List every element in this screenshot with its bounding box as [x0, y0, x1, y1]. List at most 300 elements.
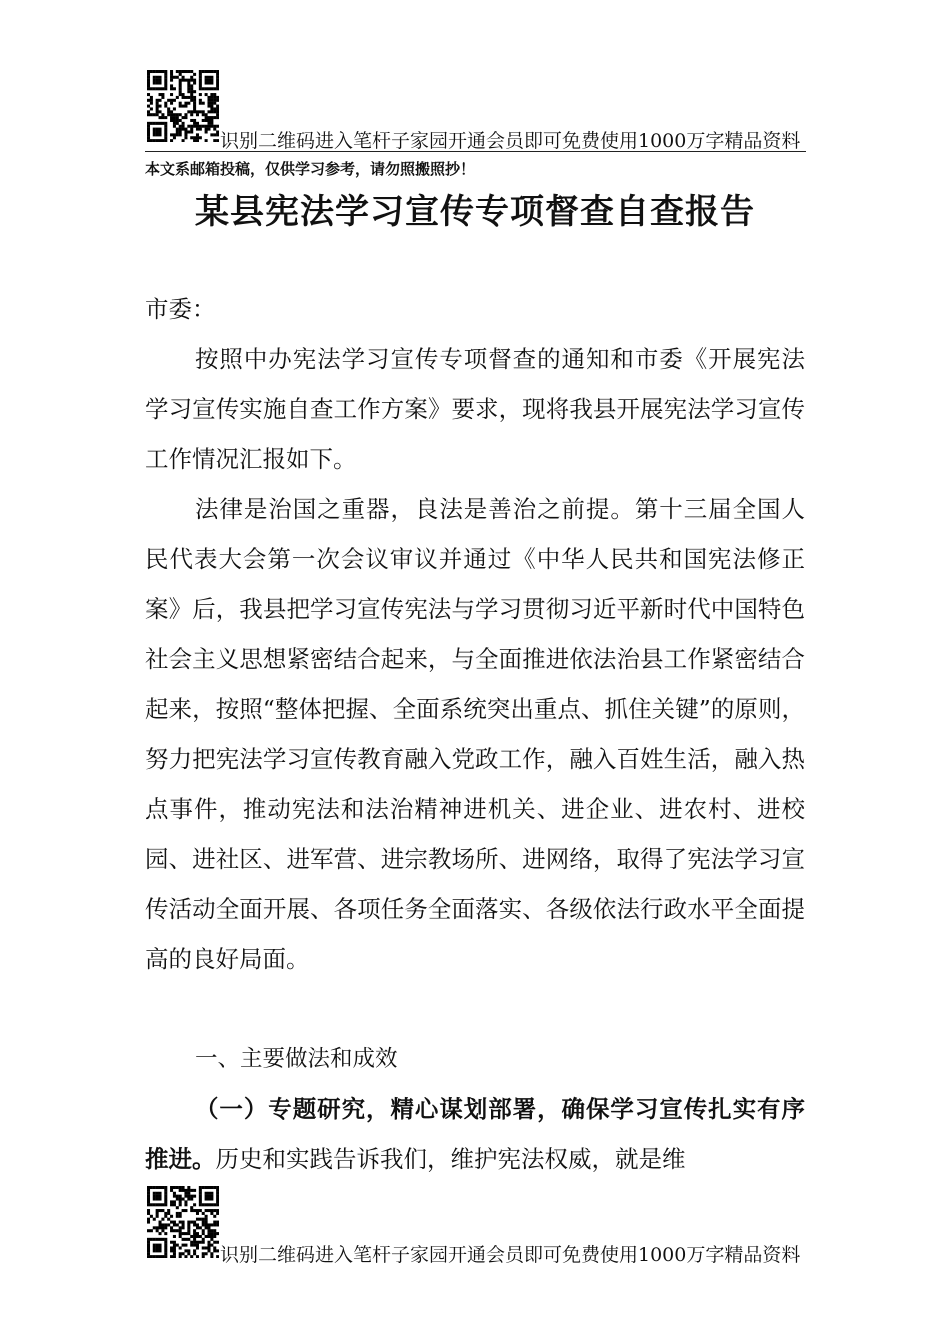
- qr-module: [164, 1186, 167, 1189]
- qr-module: [205, 1218, 208, 1221]
- qr-module: [150, 139, 153, 142]
- qr-module: [153, 128, 156, 131]
- qr-module: [164, 1198, 167, 1201]
- qr-module: [179, 1186, 182, 1189]
- qr-module: [159, 70, 162, 73]
- qr-module: [156, 1229, 159, 1232]
- qr-module: [179, 93, 182, 96]
- qr-module: [150, 70, 153, 73]
- qr-module: [182, 70, 185, 73]
- qr-module: [159, 1246, 162, 1249]
- qr-module: [207, 1198, 210, 1201]
- qr-module: [190, 119, 193, 122]
- qr-module: [184, 130, 187, 133]
- qr-module: [190, 1198, 193, 1201]
- qr-module: [164, 73, 167, 76]
- qr-module: [184, 79, 187, 82]
- qr-module: [182, 1238, 185, 1241]
- qr-module: [170, 1186, 173, 1189]
- qr-module: [190, 99, 193, 102]
- qr-module: [216, 1249, 219, 1252]
- qr-module: [159, 1223, 162, 1226]
- qr-module: [164, 116, 167, 119]
- qr-module: [190, 113, 193, 116]
- qr-module: [210, 1195, 213, 1198]
- qr-module: [187, 1249, 190, 1252]
- qr-module: [199, 84, 202, 87]
- qr-module: [216, 70, 219, 73]
- qr-module: [210, 125, 213, 128]
- qr-module: [179, 125, 182, 128]
- qr-module: [196, 1212, 199, 1215]
- qr-module: [156, 1209, 159, 1212]
- qr-module: [193, 79, 196, 82]
- qr-module: [153, 113, 156, 116]
- qr-module: [164, 1215, 167, 1218]
- qr-module: [205, 1235, 208, 1238]
- qr-module: [207, 1209, 210, 1212]
- qr-module: [184, 1209, 187, 1212]
- qr-module: [164, 1249, 167, 1252]
- qr-module: [196, 139, 199, 142]
- qr-module: [190, 90, 193, 93]
- qr-pattern: [147, 70, 219, 142]
- qr-module: [193, 1223, 196, 1226]
- qr-module: [213, 133, 216, 136]
- qr-module: [156, 76, 159, 79]
- qr-module: [147, 122, 150, 125]
- qr-module: [210, 122, 213, 125]
- qr-module: [187, 1229, 190, 1232]
- qr-module: [156, 122, 159, 125]
- qr-module: [210, 1209, 213, 1212]
- qr-module: [210, 99, 213, 102]
- qr-module: [182, 128, 185, 131]
- qr-module: [216, 1255, 219, 1258]
- qr-module: [159, 1195, 162, 1198]
- qr-module: [173, 113, 176, 116]
- qr-module: [187, 87, 190, 90]
- qr-module: [193, 99, 196, 102]
- qr-module: [150, 107, 153, 110]
- qr-module: [205, 1246, 208, 1249]
- qr-module: [153, 1186, 156, 1189]
- qr-module: [207, 1249, 210, 1252]
- qr-module: [164, 87, 167, 90]
- qr-module: [179, 79, 182, 82]
- qr-module: [159, 82, 162, 85]
- qr-module: [164, 1212, 167, 1215]
- qr-module: [199, 73, 202, 76]
- qr-module: [176, 96, 179, 99]
- qr-module: [173, 1249, 176, 1252]
- qr-module: [161, 87, 164, 90]
- qr-module: [187, 102, 190, 105]
- qr-module: [190, 1209, 193, 1212]
- qr-module: [159, 1221, 162, 1224]
- qr-module: [196, 1255, 199, 1258]
- qr-module: [173, 133, 176, 136]
- qr-module: [207, 1246, 210, 1249]
- qr-module: [213, 139, 216, 142]
- qr-module: [205, 1209, 208, 1212]
- qr-module: [167, 113, 170, 116]
- qr-module: [179, 130, 182, 133]
- qr-module: [205, 87, 208, 90]
- qr-module: [176, 1215, 179, 1218]
- qr-module: [216, 1232, 219, 1235]
- qr-module: [179, 87, 182, 90]
- qr-module: [187, 84, 190, 87]
- qr-module: [170, 116, 173, 119]
- qr-module: [159, 1255, 162, 1258]
- qr-module: [159, 76, 162, 79]
- qr-module: [190, 93, 193, 96]
- qr-module: [216, 87, 219, 90]
- qr-module: [205, 1203, 208, 1206]
- qr-module: [156, 105, 159, 108]
- qr-module: [216, 96, 219, 99]
- qr-module: [196, 113, 199, 116]
- qr-module: [216, 1241, 219, 1244]
- qr-module: [164, 1232, 167, 1235]
- qr-module: [190, 136, 193, 139]
- qr-module: [159, 122, 162, 125]
- qr-module: [196, 1235, 199, 1238]
- qr-module: [199, 110, 202, 113]
- qr-module: [202, 1241, 205, 1244]
- paragraph-background: 法律是治国之重器，良法是善治之前提。第十三届全国人民代表大会第一次会议审议并通过《中华人民共和国宪法修正案》后，我县把学习宣传宪法与学习贯彻习近平新时代中国特色社会主义思想紧密结合起来，与全面推进依法治县工作紧密结合起来，按照“整体把握、全面系统突出重点、抓住关键”的原则，努力把宪法学习宣传教育融入党政工作，融入百姓生活，融入热点事件，推动宪法和法治精神进机关、进企业、进农村、进校园、进社区、进军营、进宗教场所、进网络，取得了宪法学习宣传活动全面开展、各项任务全面落实、各级依法行政水平全面提高的良好局面。: [145, 495, 805, 973]
- qr-module: [199, 1198, 202, 1201]
- qr-module: [179, 1246, 182, 1249]
- qr-module: [153, 122, 156, 125]
- qr-module: [210, 133, 213, 136]
- qr-module: [213, 1223, 216, 1226]
- qr-module: [184, 96, 187, 99]
- qr-module: [187, 130, 190, 133]
- qr-module: [205, 1215, 208, 1218]
- qr-module: [164, 1203, 167, 1206]
- qr-module: [207, 122, 210, 125]
- qr-module: [153, 1249, 156, 1252]
- qr-module: [193, 136, 196, 139]
- qr-module: [196, 128, 199, 131]
- qr-module: [147, 133, 150, 136]
- qr-module: [213, 116, 216, 119]
- qr-module: [176, 122, 179, 125]
- qr-module: [205, 125, 208, 128]
- qr-module: [196, 1241, 199, 1244]
- qr-module: [159, 1192, 162, 1195]
- qr-module: [207, 1226, 210, 1229]
- qr-module: [170, 1255, 173, 1258]
- qr-module: [202, 1203, 205, 1206]
- qr-module: [202, 1221, 205, 1224]
- qr-module: [187, 1232, 190, 1235]
- qr-module: [147, 99, 150, 102]
- qr-module: [156, 1249, 159, 1252]
- qr-module: [199, 1218, 202, 1221]
- qr-module: [176, 130, 179, 133]
- qr-module: [156, 1226, 159, 1229]
- qr-module: [179, 119, 182, 122]
- qr-module: [199, 125, 202, 128]
- qr-module: [179, 1198, 182, 1201]
- paragraph-intro: 按照中办宪法学习宣传专项督查的通知和市委《开展宪法学习宣传实施自查工作方案》要求，现将我县开展宪法学习宣传工作情况汇报如下。: [145, 345, 805, 473]
- qr-module: [210, 110, 213, 113]
- qr-module: [207, 1235, 210, 1238]
- qr-module: [164, 139, 167, 142]
- qr-module: [210, 1238, 213, 1241]
- qr-module: [153, 139, 156, 142]
- qr-module: [147, 110, 150, 113]
- qr-module: [153, 1238, 156, 1241]
- qr-module: [213, 1241, 216, 1244]
- qr-module: [210, 1235, 213, 1238]
- qr-module: [187, 1221, 190, 1224]
- qr-module: [173, 1223, 176, 1226]
- qr-module: [156, 1215, 159, 1218]
- qr-module: [170, 119, 173, 122]
- qr-module: [202, 1252, 205, 1255]
- qr-module: [147, 113, 150, 116]
- qr-module: [205, 139, 208, 142]
- qr-module: [147, 76, 150, 79]
- qr-module: [159, 1186, 162, 1189]
- qr-module: [196, 110, 199, 113]
- qr-module: [150, 1186, 153, 1189]
- qr-module: [207, 96, 210, 99]
- qr-module: [161, 70, 164, 73]
- qr-module: [159, 110, 162, 113]
- qr-module: [193, 1195, 196, 1198]
- qr-module: [170, 84, 173, 87]
- qr-module: [153, 133, 156, 136]
- qr-module: [153, 1195, 156, 1198]
- qr-module: [164, 76, 167, 79]
- qr-module: [190, 1244, 193, 1247]
- qr-module: [216, 110, 219, 113]
- qr-module: [190, 1221, 193, 1224]
- qr-module: [216, 130, 219, 133]
- qr-module: [173, 1195, 176, 1198]
- qr-module: [156, 87, 159, 90]
- qr-module: [159, 128, 162, 131]
- qr-module: [202, 1223, 205, 1226]
- qr-module: [193, 105, 196, 108]
- qr-module: [207, 79, 210, 82]
- qr-module: [202, 102, 205, 105]
- qr-module: [205, 76, 208, 79]
- qr-module: [216, 113, 219, 116]
- qr-module: [179, 82, 182, 85]
- qr-module: [179, 1252, 182, 1255]
- qr-module: [164, 82, 167, 85]
- qr-module: [179, 128, 182, 131]
- qr-module: [164, 70, 167, 73]
- qr-module: [150, 1215, 153, 1218]
- qr-module: [161, 1218, 164, 1221]
- qr-module: [170, 1246, 173, 1249]
- qr-module: [150, 87, 153, 90]
- qr-module: [199, 1226, 202, 1229]
- qr-module: [193, 122, 196, 125]
- qr-module: [153, 1198, 156, 1201]
- qr-module: [159, 93, 162, 96]
- qr-module: [159, 139, 162, 142]
- qr-module: [213, 1221, 216, 1224]
- qr-module: [156, 1246, 159, 1249]
- qr-module: [179, 1200, 182, 1203]
- qr-module: [153, 79, 156, 82]
- qr-module: [156, 1192, 159, 1195]
- qr-module: [159, 87, 162, 90]
- qr-module: [164, 102, 167, 105]
- qr-module: [182, 105, 185, 108]
- qr-module: [147, 136, 150, 139]
- qr-module: [207, 82, 210, 85]
- qr-module: [164, 1226, 167, 1229]
- qr-module: [193, 96, 196, 99]
- qr-module: [176, 113, 179, 116]
- footer-banner: 识别二维码进入笔杆子家园开通会员即可免费使用1000万字精品资料: [220, 1244, 801, 1266]
- qr-module: [205, 1252, 208, 1255]
- qr-module: [173, 136, 176, 139]
- qr-module: [182, 93, 185, 96]
- qr-module: [205, 79, 208, 82]
- qr-module: [159, 1203, 162, 1206]
- qr-module: [164, 125, 167, 128]
- qr-module: [213, 1246, 216, 1249]
- qr-module: [193, 1189, 196, 1192]
- qr-module: [170, 93, 173, 96]
- qr-module: [210, 79, 213, 82]
- qr-module: [210, 1198, 213, 1201]
- qr-module: [187, 96, 190, 99]
- qr-module: [199, 99, 202, 102]
- qr-module: [205, 1198, 208, 1201]
- qr-module: [190, 96, 193, 99]
- qr-module: [176, 1206, 179, 1209]
- qr-module: [170, 1226, 173, 1229]
- qr-module: [199, 82, 202, 85]
- qr-module: [184, 1189, 187, 1192]
- section-heading: 一、主要做法和成效: [195, 1046, 398, 1072]
- qr-module: [170, 110, 173, 113]
- qr-module: [159, 79, 162, 82]
- qr-module: [179, 105, 182, 108]
- qr-module: [176, 1198, 179, 1201]
- qr-module: [147, 1229, 150, 1232]
- qr-module: [207, 99, 210, 102]
- qr-module: [159, 133, 162, 136]
- qr-module: [147, 1244, 150, 1247]
- qr-module: [179, 1232, 182, 1235]
- qr-module: [193, 119, 196, 122]
- qr-module: [199, 128, 202, 131]
- qr-module: [196, 1218, 199, 1221]
- qr-module: [147, 93, 150, 96]
- qr-module: [173, 87, 176, 90]
- qr-module: [167, 1212, 170, 1215]
- qr-module: [147, 1252, 150, 1255]
- qr-module: [184, 1195, 187, 1198]
- qr-module: [207, 110, 210, 113]
- qr-module: [153, 130, 156, 133]
- qr-module: [184, 105, 187, 108]
- qr-module: [161, 1223, 164, 1226]
- qr-module: [205, 116, 208, 119]
- qr-module: [182, 1226, 185, 1229]
- qr-module: [170, 1221, 173, 1224]
- qr-module: [199, 79, 202, 82]
- qr-module: [205, 119, 208, 122]
- qr-module: [153, 1203, 156, 1206]
- qr-module: [187, 70, 190, 73]
- qr-module: [150, 96, 153, 99]
- qr-module: [190, 1241, 193, 1244]
- qr-module: [207, 1241, 210, 1244]
- subsection-heading: （一）专题研究，精心谋划部署，确保学习宣传扎实有序推进。: [145, 1095, 805, 1173]
- qr-module: [207, 119, 210, 122]
- qr-module: [173, 1241, 176, 1244]
- qr-module: [179, 1212, 182, 1215]
- qr-module: [190, 1195, 193, 1198]
- qr-module: [173, 125, 176, 128]
- qr-module: [213, 1186, 216, 1189]
- qr-module: [184, 102, 187, 105]
- qr-module: [193, 1238, 196, 1241]
- qr-code-bottom[interactable]: [147, 1186, 219, 1258]
- qr-module: [187, 1186, 190, 1189]
- qr-module: [147, 1212, 150, 1215]
- qr-module: [147, 87, 150, 90]
- qr-module: [182, 76, 185, 79]
- qr-module: [196, 1244, 199, 1247]
- qr-module: [199, 76, 202, 79]
- qr-module: [196, 1232, 199, 1235]
- qr-module: [156, 139, 159, 142]
- qr-module: [213, 1209, 216, 1212]
- qr-module: [193, 1241, 196, 1244]
- qr-module: [213, 1215, 216, 1218]
- qr-module: [156, 1186, 159, 1189]
- qr-module: [187, 1198, 190, 1201]
- qr-module: [156, 70, 159, 73]
- qr-module: [182, 1186, 185, 1189]
- qr-module: [176, 1223, 179, 1226]
- qr-module: [176, 119, 179, 122]
- qr-module: [216, 1200, 219, 1203]
- document-title: 某县宪法学习宣传专项督查自查报告: [195, 192, 755, 232]
- qr-module: [207, 105, 210, 108]
- qr-code-top[interactable]: [147, 70, 219, 142]
- qr-module: [190, 87, 193, 90]
- qr-module: [210, 93, 213, 96]
- qr-module: [164, 105, 167, 108]
- qr-module: [205, 82, 208, 85]
- qr-module: [202, 1229, 205, 1232]
- qr-module: [213, 93, 216, 96]
- qr-module: [210, 119, 213, 122]
- qr-module: [202, 1238, 205, 1241]
- qr-module: [161, 96, 164, 99]
- qr-module: [210, 87, 213, 90]
- qr-module: [187, 1238, 190, 1241]
- qr-module: [156, 130, 159, 133]
- qr-module: [213, 87, 216, 90]
- qr-module: [153, 1218, 156, 1221]
